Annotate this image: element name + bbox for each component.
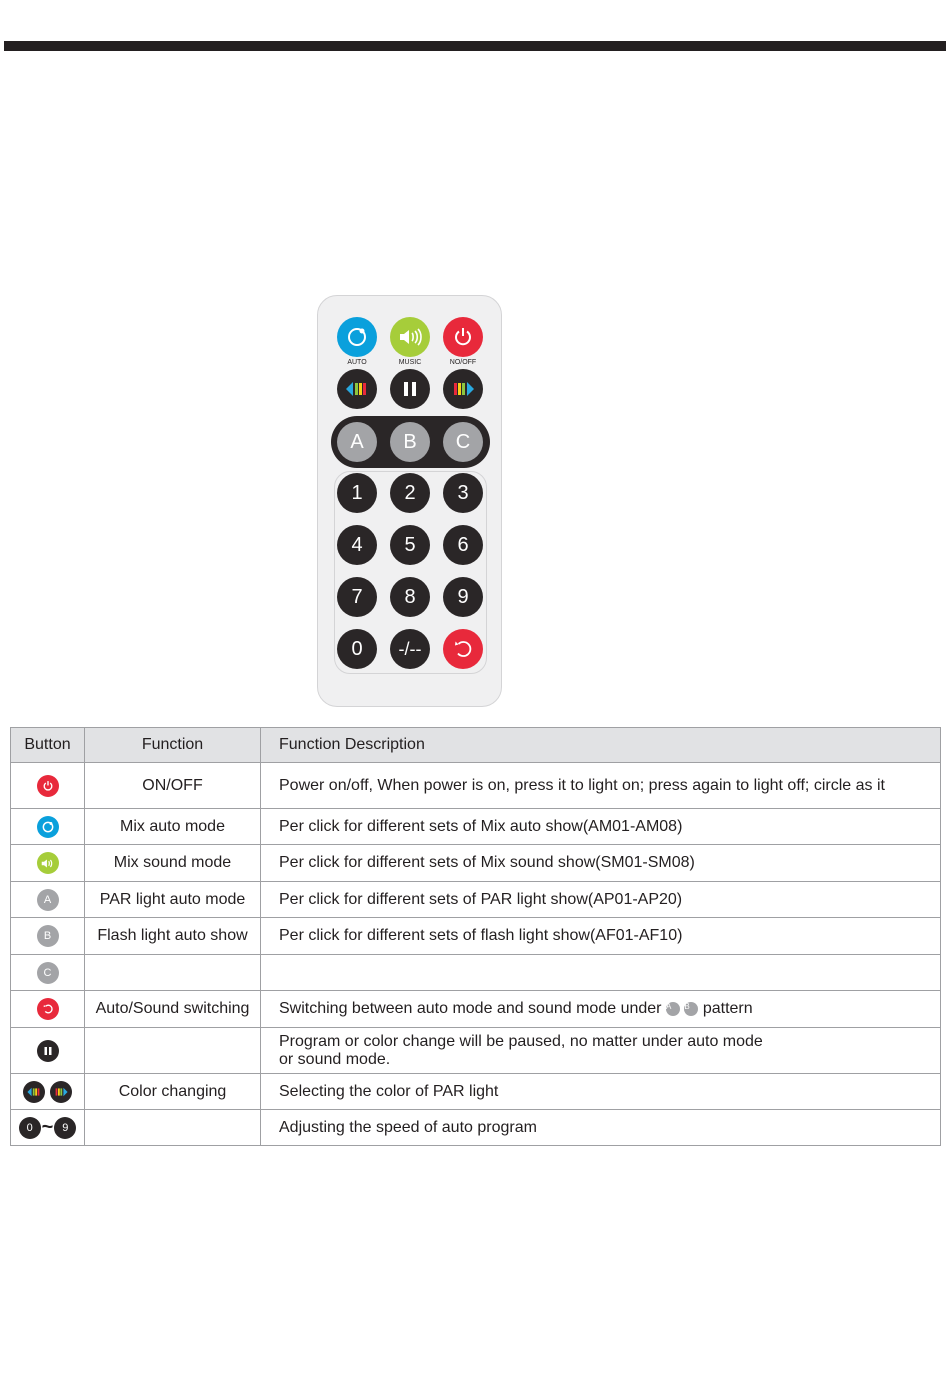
music-label: MUSIC [398, 359, 422, 366]
b-mini-icon: B [684, 1002, 698, 1016]
power-icon [37, 775, 59, 797]
description-pre: Switching between auto mode and sound mode under [279, 1000, 662, 1017]
function-cell: PAR light auto mode [85, 882, 261, 918]
color-next-button[interactable] [443, 369, 483, 409]
tilde: ~ [41, 1116, 54, 1138]
description-cell: Per click for different sets of Mix sound show(SM01-SM08) [261, 845, 941, 882]
description-cell: Per click for different sets of Mix auto show(AM01-AM08) [261, 809, 941, 845]
zero-icon: 0 [19, 1117, 41, 1139]
header-description: Function Description [261, 728, 941, 763]
color-prev-button[interactable] [337, 369, 377, 409]
num-7-button[interactable]: 7 [337, 577, 377, 617]
description-line2: or sound mode. [279, 1050, 391, 1068]
description-cell: Per click for different sets of PAR light show(AP01-AP20) [261, 882, 941, 918]
nine-icon: 9 [54, 1117, 76, 1139]
table-row [11, 991, 941, 1028]
b-button[interactable]: B [390, 422, 430, 462]
color-next-icon [50, 1081, 72, 1103]
description-cell: Adjusting the speed of auto program [261, 1110, 941, 1146]
description-cell: Per click for different sets of flash light show(AF01-AF10) [261, 918, 941, 955]
c-icon: C [37, 962, 59, 984]
header-button: Button [11, 728, 85, 763]
pause-icon [400, 379, 420, 399]
function-cell: Color changing [85, 1074, 261, 1110]
table-row [11, 1074, 941, 1110]
dash-button[interactable]: -/-- [390, 629, 430, 669]
function-cell: Mix sound mode [85, 845, 261, 882]
num-0-button[interactable]: 0 [337, 629, 377, 669]
b-icon: B [37, 925, 59, 947]
description-cell [261, 1028, 941, 1074]
pause-icon [37, 1040, 59, 1062]
auto-icon [345, 325, 369, 349]
num-9-button[interactable]: 9 [443, 577, 483, 617]
function-cell: Auto/Sound switching [85, 991, 261, 1028]
num-5-button[interactable]: 5 [390, 525, 430, 565]
a-button[interactable]: A [337, 422, 377, 462]
c-button[interactable]: C [443, 422, 483, 462]
refresh-icon [37, 998, 59, 1020]
pause-button[interactable] [390, 369, 430, 409]
function-cell: Flash light auto show [85, 918, 261, 955]
color-next-icon [450, 379, 476, 399]
table-row [11, 1028, 941, 1074]
remote-control [317, 295, 502, 707]
function-cell [85, 955, 261, 991]
top-rule [4, 41, 946, 51]
speaker-icon [397, 326, 423, 348]
auto-label: AUTO [347, 359, 367, 366]
num-1-button[interactable]: 1 [337, 473, 377, 513]
color-prev-icon [344, 379, 370, 399]
power-button[interactable] [443, 317, 483, 357]
power-label: NO/OFF [449, 359, 477, 366]
function-cell: ON/OFF [85, 763, 261, 809]
description-cell: Selecting the color of PAR light [261, 1074, 941, 1110]
power-icon [452, 326, 474, 348]
table-header-row [11, 728, 941, 763]
description-line1: Program or color change will be paused, no matter under auto mode [279, 1032, 763, 1050]
description-post: pattern [702, 1000, 753, 1017]
table-row [11, 809, 941, 845]
switch-button[interactable] [443, 629, 483, 669]
a-mini-icon: A [666, 1002, 680, 1016]
music-button[interactable] [390, 317, 430, 357]
table-row [11, 955, 941, 991]
table-row [11, 845, 941, 882]
header-function: Function [85, 728, 261, 763]
function-cell [85, 1028, 261, 1074]
refresh-icon [452, 638, 474, 660]
function-table [10, 727, 941, 1146]
description-cell [261, 991, 941, 1028]
num-2-button[interactable]: 2 [390, 473, 430, 513]
auto-button[interactable] [337, 317, 377, 357]
color-prev-icon [23, 1081, 45, 1103]
num-3-button[interactable]: 3 [443, 473, 483, 513]
speaker-icon [37, 852, 59, 874]
auto-icon [37, 816, 59, 838]
table-row [11, 918, 941, 955]
function-cell: Mix auto mode [85, 809, 261, 845]
description-cell [261, 955, 941, 991]
table-row [11, 1110, 941, 1146]
num-8-button[interactable]: 8 [390, 577, 430, 617]
num-6-button[interactable]: 6 [443, 525, 483, 565]
table-row [11, 763, 941, 809]
function-cell [85, 1110, 261, 1146]
num-4-button[interactable]: 4 [337, 525, 377, 565]
table-row [11, 882, 941, 918]
description-cell: Power on/off, When power is on, press it to light on; press again to light off; circle as it [261, 763, 941, 809]
a-icon: A [37, 889, 59, 911]
